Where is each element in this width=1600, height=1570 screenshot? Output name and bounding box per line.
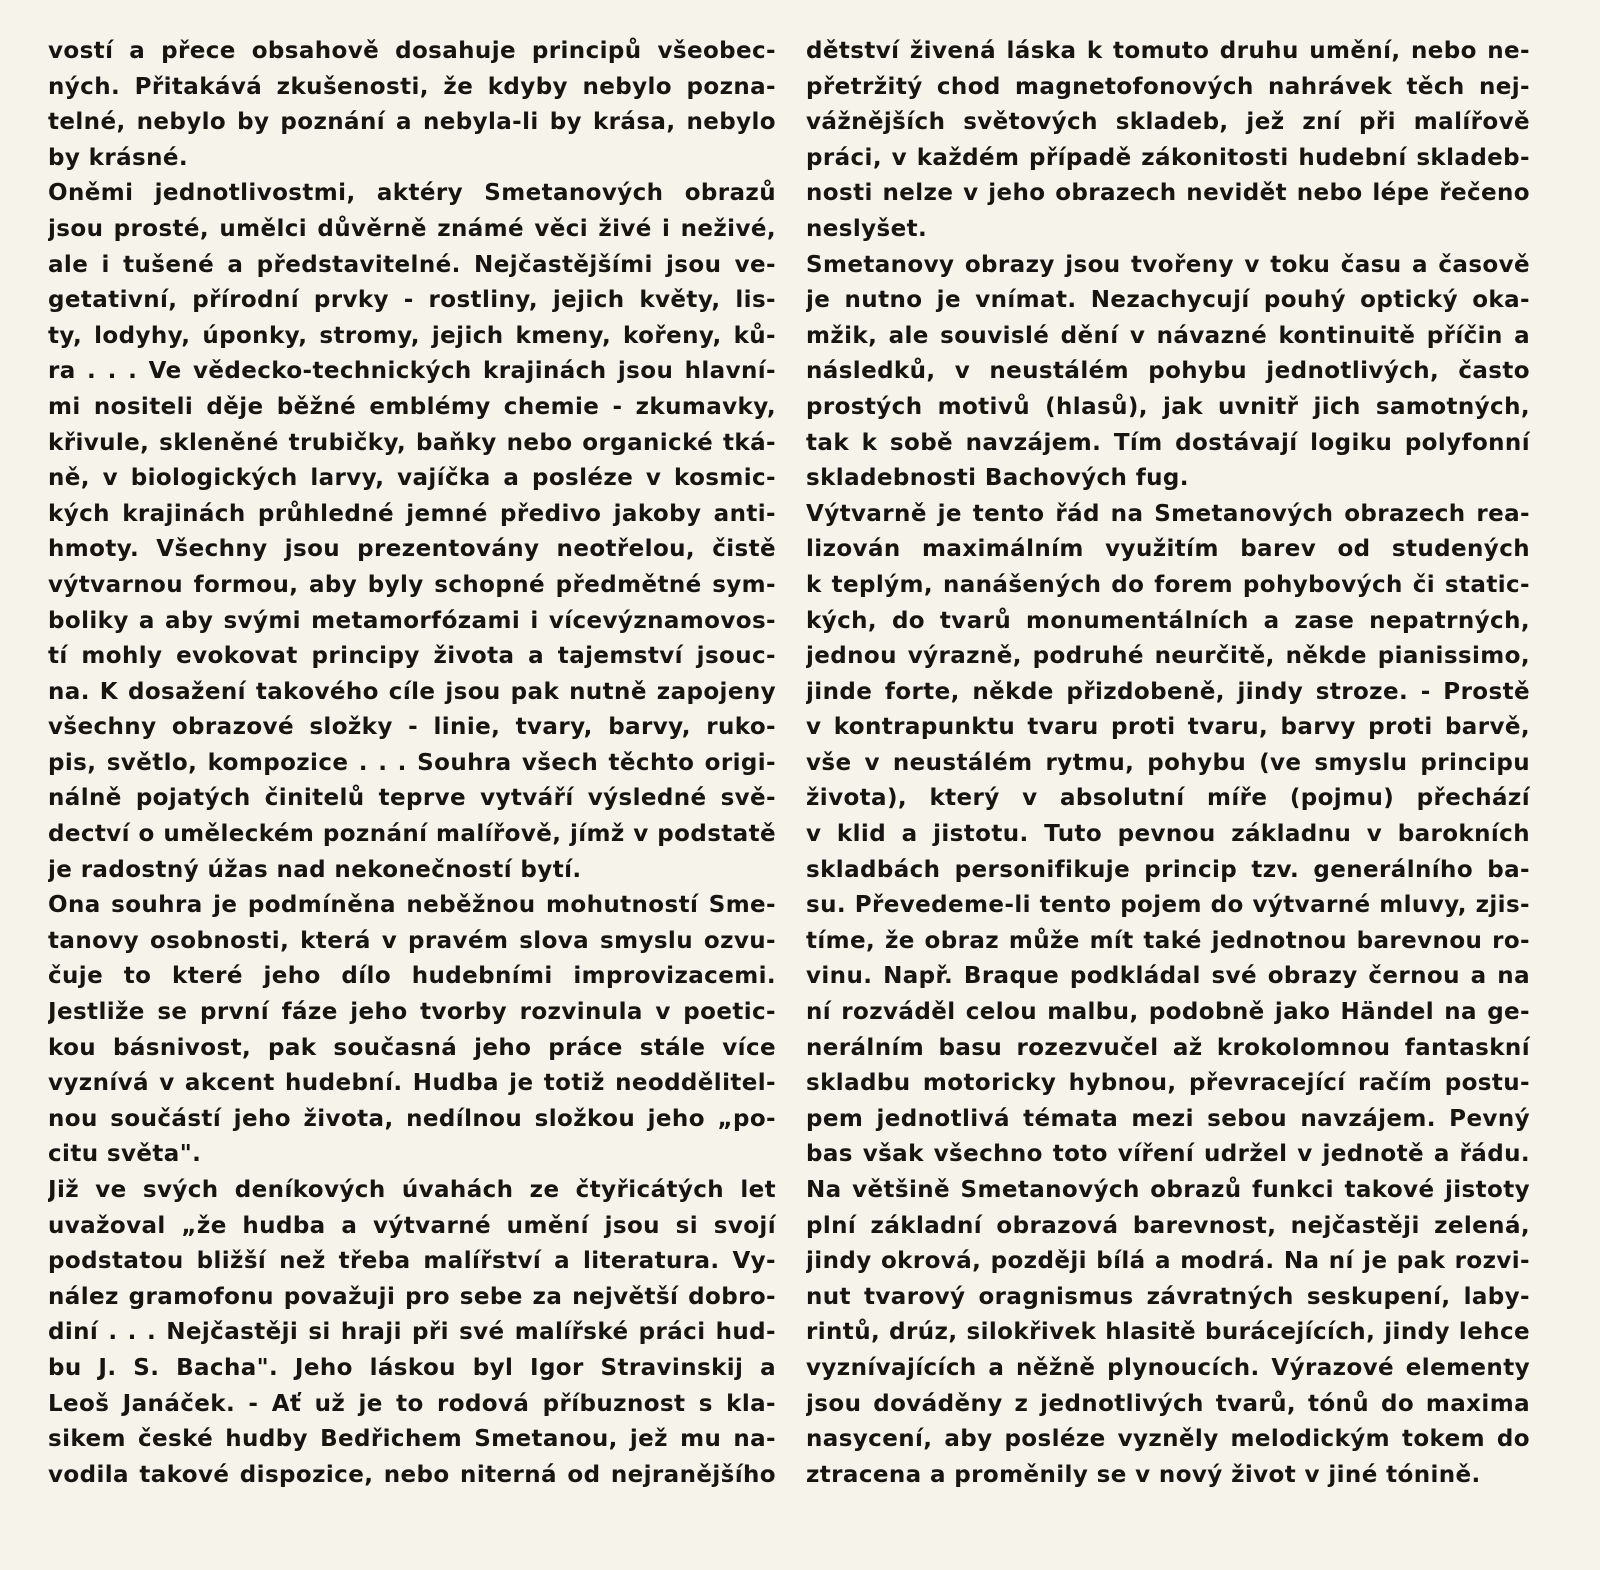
text-line: Leoš Janáček. - Ať už je to rodová příbuznost s kla- (48, 1390, 776, 1417)
text-line: podstatou bližší než třeba malířství a literatura. Vy- (48, 1248, 776, 1275)
text-line: uvažoval „že hudba a výtvarné umění jsou si svojí (48, 1212, 776, 1239)
text-line: Oněmi jednotlivostmi, aktéry Smetanových obrazů (48, 180, 776, 207)
text-line: Jestliže se první fáze jeho tvorby rozvinula v poetic- (48, 999, 776, 1026)
text-line: pem jednotlivá témata mezi sebou navzájem. Pevný (806, 1105, 1530, 1132)
text-line: nasycení, aby posléze vyzněly melodickým tokem do (806, 1426, 1530, 1453)
text-line: kou básnivost, pak současná jeho práce stále více (48, 1034, 776, 1061)
text-line: sikem české hudby Bedřichem Smetanou, jež mu na- (48, 1426, 776, 1453)
text-line: je nutno je vnímat. Nezachycují pouhý optický oka- (806, 287, 1530, 314)
text-line: prostých motivů (hlasů), jak uvnitř jich samotných, (806, 393, 1530, 420)
text-line: by krásné. (48, 144, 189, 171)
text-line: dectví o uměleckém poznání malířově, jímž v podstatě (48, 821, 776, 848)
text-line: jinde forte, někde přizdobeně, jindy stroze. - Prostě (806, 678, 1530, 705)
text-line: přetržitý chod magnetofonových nahrávek těch nej- (806, 73, 1530, 100)
text-line: života), který v absolutní míře (pojmu) přechází (806, 785, 1530, 812)
text-line: skladbu motoricky hybnou, převracející račím postu- (806, 1070, 1530, 1097)
text-line: v kontrapunktu tvaru proti tvaru, barvy proti barvě, (806, 714, 1530, 741)
text-line: hmoty. Všechny jsou prezentovány neotřelou, čistě (48, 536, 776, 563)
text-line: ra . . . Ve vědecko-technických krajinách jsou hlavní- (48, 358, 776, 385)
text-line: výtvarnou formou, aby byly schopné předmětné sym- (48, 571, 776, 598)
text-line: citu světa". (48, 1141, 202, 1168)
text-line: mi nositeli děje běžné emblémy chemie - zkumavky, (48, 393, 776, 420)
text-line: diní . . . Nejčastěji si hraji při své malířské práci hud- (48, 1319, 776, 1346)
text-line: skladbách personifikuje princip tzv. generálního ba- (806, 856, 1530, 883)
text-line: nerálním basu rozezvučel až krokolomnou fantaskní (806, 1034, 1530, 1061)
text-line: Smetanovy obrazy jsou tvořeny v toku času a časově (806, 251, 1530, 278)
text-line: nosti nelze v jeho obrazech nevidět nebo lépe řečeno (806, 180, 1530, 207)
text-line: neslyšet. (806, 215, 928, 242)
text-line: křivule, skleněné trubičky, baňky nebo organické tká- (48, 429, 776, 456)
text-line: boliky a aby svými metamorfózami i vícevýznamovos- (48, 607, 776, 634)
text-line: vostí a přece obsahově dosahuje principů všeobec- (48, 38, 776, 64)
text-line: tí mohly evokovat principy života a tajemství jsouc- (48, 643, 776, 670)
text-line: su. Převedeme-li tento pojem do výtvarné mluvy, zjis- (806, 892, 1530, 919)
text-line: ale i tušené a představitelné. Nejčastějšími jsou ve- (48, 251, 776, 278)
text-line: ty, lodyhy, úponky, stromy, jejich kmeny, kořeny, ků- (48, 322, 776, 349)
text-line: Výtvarně je tento řád na Smetanových obrazech rea- (806, 500, 1530, 527)
text-line: následků, v neustálém pohybu jednotlivých, často (806, 358, 1530, 385)
text-line: je radostný úžas nad nekonečností bytí. (48, 856, 582, 883)
text-line: Ona souhra je podmíněna neběžnou mohutností Sme- (48, 892, 776, 919)
text-line: vinu. Např. Braque podkládal své obrazy černou a na (806, 963, 1530, 990)
text-line: dětství živená láska k tomuto druhu umění, nebo ne- (806, 38, 1530, 64)
text-line: telné, nebylo by poznání a nebyla-li by krása, nebylo (48, 109, 776, 136)
text-line: lizován maximálním využitím barev od studených (806, 536, 1530, 563)
text-line: bas však všechno toto víření udržel v jednotě a řádu. (806, 1141, 1530, 1168)
text-line: vážnějších světových skladeb, jež zní při malířově (806, 109, 1530, 136)
text-line: jsou dováděny z jednotlivých tvarů, tónů do maxima (806, 1390, 1530, 1417)
text-line: tanovy osobnosti, která v pravém slova smyslu ozvu- (48, 927, 776, 954)
text-line: nález gramofonu považuji pro sebe za největší dobro- (48, 1283, 776, 1310)
text-line: Již ve svých deníkových úvahách ze čtyřicátých let (48, 1177, 776, 1203)
text-column-left (48, 34, 776, 1493)
text-line: čuje to které jeho dílo hudebními improvizacemi. (48, 963, 776, 990)
text-line: nou součástí jeho života, nedílnou složkou jeho „po- (48, 1105, 776, 1132)
text-line: plní základní obrazová barevnost, nejčastěji zelená, (806, 1212, 1530, 1239)
text-line: v klid a jistotu. Tuto pevnou základnu v barokních (806, 821, 1530, 848)
text-line: jednou výrazně, podruhé neurčitě, někde pianissimo, (806, 643, 1530, 670)
text-line: skladebnosti Bachových fug. (806, 465, 1189, 492)
text-line: bu J. S. Bacha". Jeho láskou byl Igor Stravinskij a (48, 1354, 776, 1381)
text-column-right (806, 34, 1530, 1493)
text-line: práci, v každém případě zákonitosti hudební skladeb- (806, 144, 1530, 171)
text-line: vodila takové dispozice, nebo niterná od nejranějšího (48, 1461, 776, 1488)
text-line: všechny obrazové složky - linie, tvary, barvy, ruko- (48, 714, 776, 741)
text-line: Na většině Smetanových obrazů funkci takové jistoty (806, 1177, 1530, 1203)
text-line: jindy okrová, později bílá a modrá. Na ní je pak rozvi- (806, 1248, 1530, 1275)
text-line: vše v neustálém rytmu, pohybu (ve smyslu principu (806, 749, 1530, 776)
text-line: ně, v biologických larvy, vajíčka a posléze v kosmic- (48, 465, 776, 492)
text-line: k teplým, nanášených do forem pohybových či static- (806, 571, 1530, 598)
text-line: pis, světlo, kompozice . . . Souhra všech těchto origi- (48, 749, 776, 776)
text-line: rintů, drúz, silokřivek hlasitě burácejících, jindy lehce (806, 1319, 1530, 1346)
text-line: nálně pojatých činitelů teprve vytváří výsledné svě- (48, 785, 776, 812)
text-line: vyznívá v akcent hudební. Hudba je totiž neoddělitel- (48, 1070, 776, 1097)
text-line: ných. Přitakává zkušenosti, že kdyby nebylo pozna- (48, 73, 776, 100)
text-line: getativní, přírodní prvky - rostliny, jejich květy, lis- (48, 287, 776, 314)
text-line: tíme, že obraz může mít také jednotnou barevnou ro- (806, 927, 1530, 954)
text-line: vyznívajících a něžně plynoucích. Výrazové elementy (806, 1354, 1530, 1381)
text-line: tak k sobě navzájem. Tím dostávají logiku polyfonní (806, 429, 1530, 456)
text-line: jsou prosté, umělci důvěrně známé věci živé i neživé, (48, 215, 776, 242)
text-line: ztracena a proměnily se v nový život v jiné tónině. (806, 1461, 1481, 1488)
text-line: ní rozváděl celou malbu, podobně jako Händel na ge- (806, 999, 1530, 1026)
text-line: na. K dosažení takového cíle jsou pak nutně zapojeny (48, 678, 776, 705)
text-line: kých, do tvarů monumentálních a zase nepatrných, (806, 607, 1530, 634)
text-line: mžik, ale souvislé dění v návazné kontinuitě příčin a (806, 322, 1530, 349)
text-line: kých krajinách průhledné jemné předivo jakoby anti- (48, 500, 776, 527)
text-line: nut tvarový oragnismus závratných seskupení, laby- (806, 1283, 1530, 1310)
